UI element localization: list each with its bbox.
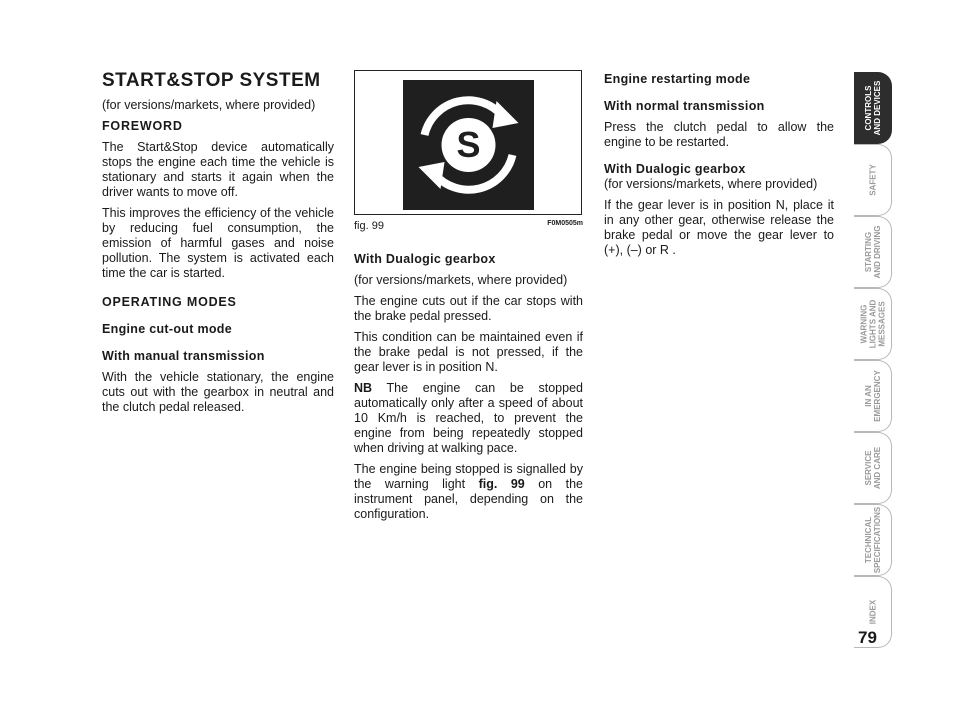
paragraph-2: This condition can be maintained even if the brake pedal is not pressed, if the gear lever is in position N. (354, 330, 583, 374)
column-left (102, 70, 334, 421)
page-number: 79 (858, 628, 877, 647)
nb-text: The engine can be stopped automatically only after a speed of about 10 Km/h is reached, to prevent the engine from being repeatedly stopped when driving at walking pace. (354, 381, 583, 455)
tab-warning-lights[interactable] (854, 288, 892, 360)
figure-reference: fig. 99 (478, 477, 525, 491)
nb-paragraph (354, 381, 583, 456)
paragraph-4-text-b: on the instrument panel, depending on the configuration. (354, 477, 584, 521)
dualogic-restart-text: If the gear lever is in position N, place it in any other gear, otherwise release the brake pedal or move the gear lever to (+), (–) or R . (604, 198, 834, 257)
tab-safety[interactable] (854, 144, 892, 216)
tab-label: STARTING AND DRIVING (863, 225, 882, 279)
tab-in-an-emergency[interactable] (854, 360, 892, 432)
dualogic-restart-heading: With Dualogic gearbox (604, 162, 746, 176)
start-stop-warning-icon (355, 71, 581, 214)
normal-transmission-heading: With normal transmission (604, 99, 765, 113)
symbol-letter: S (456, 124, 481, 165)
dualogic-subtitle: (for versions/markets, where provided) (354, 273, 568, 287)
dualogic-restart-subtitle: (for versions/markets, where provided) (604, 177, 818, 191)
cutout-mode-heading: Engine cut-out mode (102, 322, 232, 336)
paragraph-4 (354, 462, 583, 522)
section-subtitle: (for versions/markets, where provided) (102, 98, 316, 112)
tab-label: CONTROLS AND DEVICES (863, 80, 882, 136)
operating-modes-heading: OPERATING MODES (102, 295, 237, 309)
tab-label: SAFETY (868, 164, 877, 196)
tab-controls-and-devices[interactable] (854, 72, 892, 144)
figure-label: fig. 99 (354, 220, 384, 232)
normal-transmission-text: Press the clutch pedal to allow the engine to be restarted. (604, 120, 834, 149)
figure-caption (354, 220, 583, 232)
tab-service-and-care[interactable] (854, 432, 892, 504)
section-title: START&STOP SYSTEM (102, 70, 321, 91)
paragraph-1: The engine cuts out if the car stops with the brake pedal pressed. (354, 294, 583, 323)
column-right (604, 72, 834, 264)
manual-transmission-text: With the vehicle stationary, the engine cuts out with the gearbox in neutral and the clutch pedal released. (102, 370, 334, 414)
column-middle (354, 252, 583, 528)
tab-label: SERVICE AND CARE (863, 446, 882, 490)
tab-label: IN AN EMERGENCY (863, 370, 882, 422)
paragraph-4-text-a: The engine being stopped is signalled by the warning light (354, 462, 583, 491)
nb-label: NB (354, 381, 373, 395)
tab-label: INDEX (868, 599, 877, 625)
tab-label: WARNING LIGHTS AND MESSAGES (859, 299, 886, 349)
foreword-paragraph-1: The Start&Stop device automatically stops the engine each time the vehicle is stationary and starts it again when the driver wants to move off. (102, 140, 334, 199)
manual-transmission-heading: With manual transmission (102, 349, 265, 363)
tab-technical-specifications[interactable] (854, 504, 892, 576)
figure-99 (354, 70, 582, 215)
tab-starting-and-driving[interactable] (854, 216, 892, 288)
restart-mode-heading: Engine restarting mode (604, 72, 751, 86)
tab-label: TECHNICAL SPECIFICATIONS (863, 506, 882, 574)
foreword-paragraph-2: This improves the efficiency of the vehicle by reducing fuel consumption, the emission of harmful gases and noise pollution. The system is activated each time the car is started. (102, 206, 334, 280)
dualogic-heading: With Dualogic gearbox (354, 252, 496, 266)
foreword-heading: FOREWORD (102, 119, 183, 133)
figure-code: F0M0505m (547, 220, 583, 227)
